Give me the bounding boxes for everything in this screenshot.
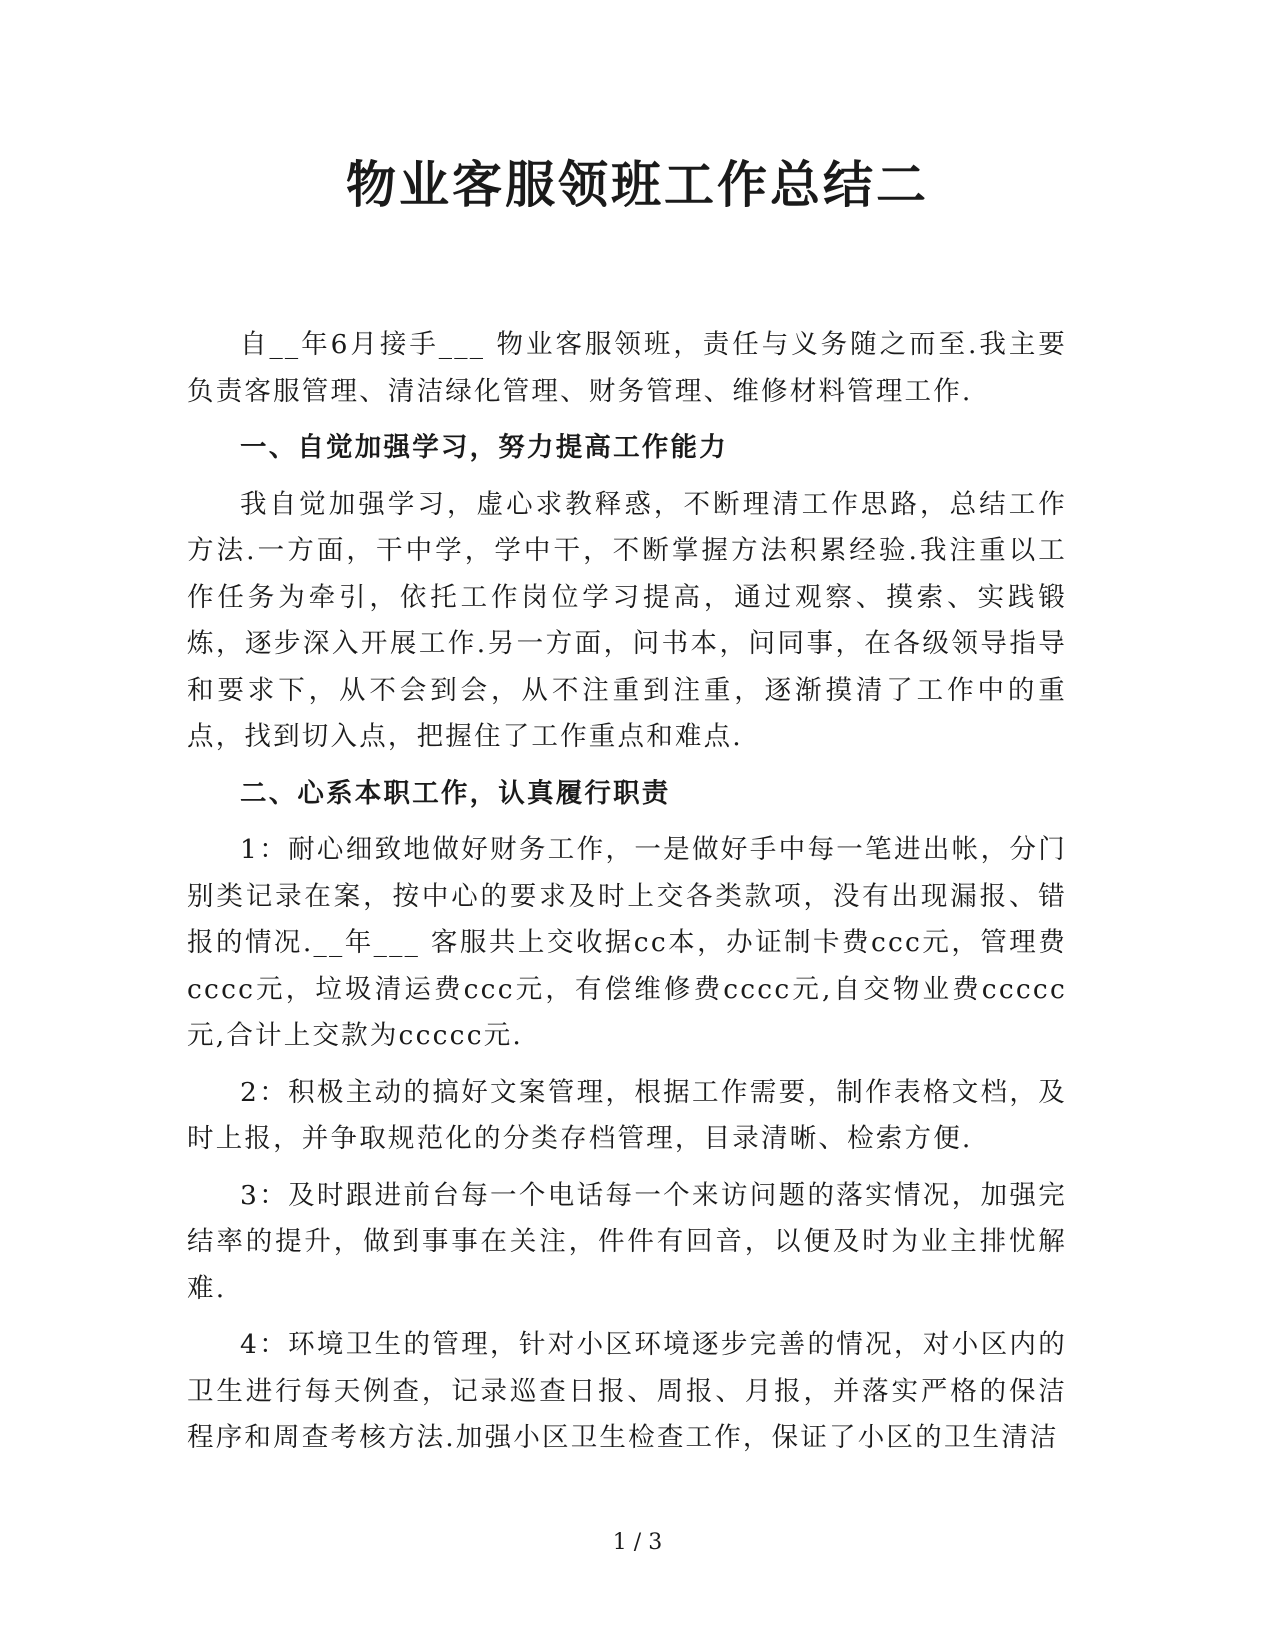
section-heading-2: 二、心系本职工作，认真履行职责 [240,777,671,809]
section-2-item-4: 4：环境卫生的管理，针对小区环境逐步完善的情况，对小区内的卫生进行每天例查，记录巡查日报、周报、月报，并落实严格的保洁程序和周查考核方法.加强小区卫生检查工作，保证了小区的卫生清洁 [187,1329,1067,1453]
page-title: 物业客服领班工作总结二 [346,155,929,214]
intro-paragraph: 自__年6月接手___ 物业客服领班，责任与义务随之而至.我主要负责客服管理、清洁绿化管理、财务管理、维修材料管理工作. [187,329,1067,407]
section-2-item-3: 3：及时跟进前台每一个电话每一个来访问题的落实情况，加强完结率的提升，做到事事在关注，件件有回音，以便及时为业主排忧解难. [187,1179,1067,1304]
section-2-item-1: 1：耐心细致地做好财务工作，一是做好手中每一笔进出帐，分门别类记录在案，按中心的要求及时上交各类款项，没有出现漏报、错报的情况.__年___ 客服共上交收据cc本，办证制卡费ccc元，管理费cccc元，垃圾清运费ccc元，有偿维修费cccc元,自交物业费ccccc元,合计上交款为ccccc元. [187,834,1067,1051]
document-body [187,322,1067,1472]
section-1-paragraph: 我自觉加强学习，虚心求教释惑，不断理清工作思路，总结工作方法.一方面，干中学，学中干，不断掌握方法积累经验.我注重以工作任务为牵引，依托工作岗位学习提高，通过观察、摸索、实践锻炼，逐步深入开展工作.另一方面，问书本，问同事，在各级领导指导和要求下，从不会到会，从不注重到注重，逐渐摸清了工作中的重点，找到切入点，把握住了工作重点和难点. [187,488,1067,752]
section-heading-1: 一、自觉加强学习，努力提高工作能力 [240,432,728,463]
section-2-item-2: 2：积极主动的搞好文案管理，根据工作需要，制作表格文档，及时上报，并争取规范化的分类存档管理，目录清晰、检索方便. [187,1076,1067,1154]
page-number: 1 / 3 [612,1530,663,1555]
